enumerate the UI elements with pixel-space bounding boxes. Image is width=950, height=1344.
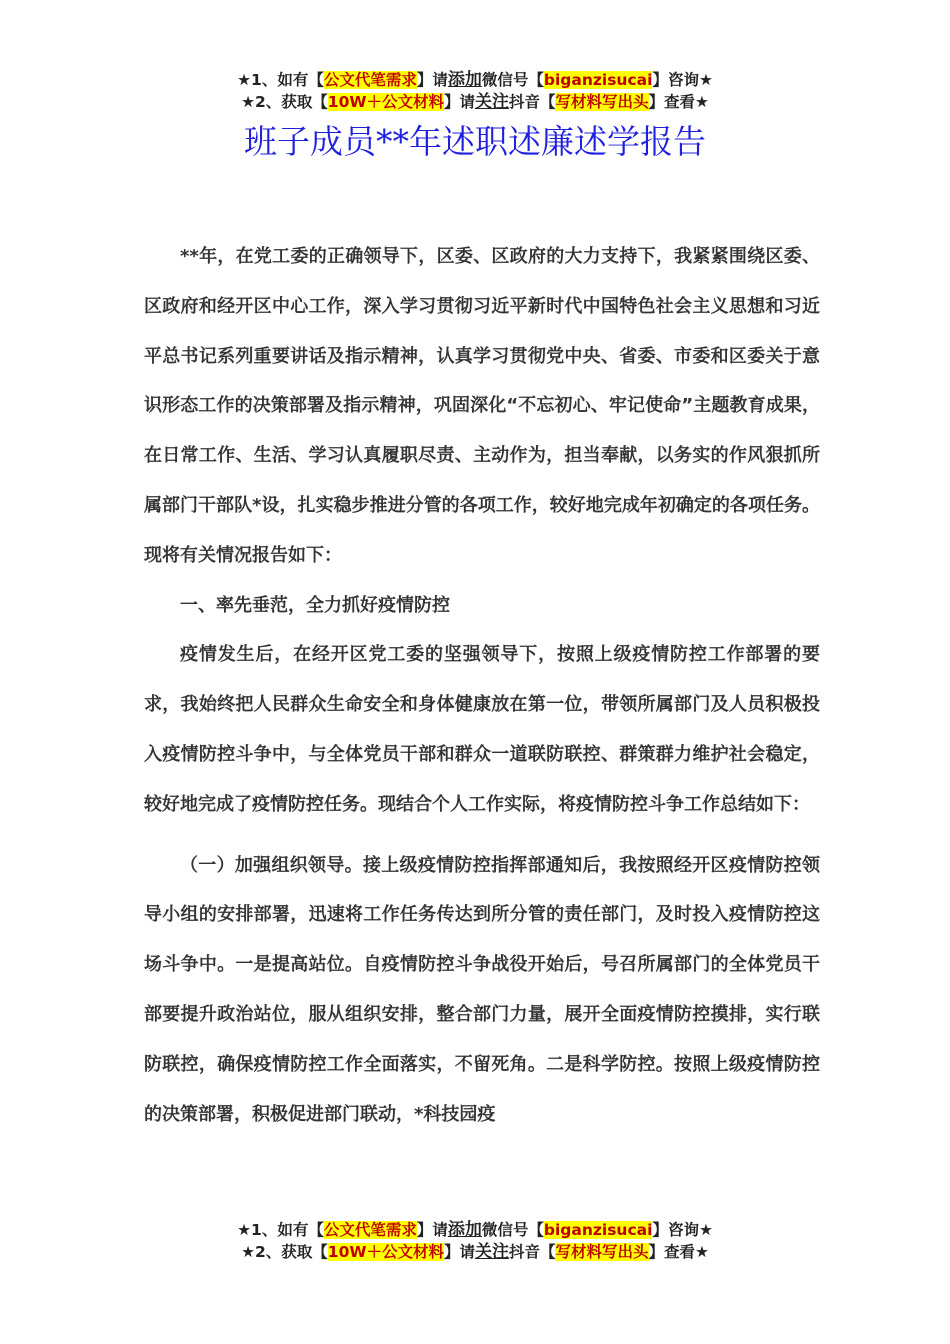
promo-text: 】请 — [416, 71, 448, 89]
promo-text: ★2、获取【 — [241, 93, 328, 111]
promo-highlight: 公文代笔需求 — [323, 71, 417, 89]
promo-text: 】咨询★ — [652, 71, 713, 89]
promo-highlight: 10W＋公文材料 — [327, 1243, 444, 1261]
section-heading: 一、率先垂范，全力抓好疫情防控 — [180, 594, 450, 616]
promo-highlight: 写材料写出头 — [555, 93, 649, 111]
promo-highlight: biganzisucai — [543, 71, 653, 89]
document-body — [144, 232, 820, 1139]
promo-text: 】请 — [443, 93, 475, 111]
document-title: 班子成员**年述职述廉述学报告 — [244, 122, 706, 161]
promo-underline: 关注 — [474, 92, 509, 112]
promo-text: 微信号【 — [481, 71, 544, 89]
promo-highlight: 公文代笔需求 — [323, 1221, 417, 1239]
body-paragraph: 疫情发生后，在经开区党工委的坚强领导下，按照上级疫情防控工作部署的要求，我始终把人民群众生命安全和身体健康放在第一位，带领所属部门及人员积极投入疫情防控斗争中，与全体党员干部和群众一道联防联控、群策群力维护社会稳定，较好地完成了疫情防控任务。现结合个人工作实际，将疫情防控斗争工作总结如下： — [144, 644, 820, 815]
promo-text: 】查看★ — [648, 1243, 709, 1261]
promo-highlight: 写材料写出头 — [555, 1243, 649, 1261]
promo-underline: 关注 — [474, 1242, 509, 1262]
promo-line-2 — [0, 1241, 950, 1263]
promo-text: 】咨询★ — [652, 1221, 713, 1239]
promo-text: 】请 — [416, 1221, 448, 1239]
promo-text: 微信号【 — [481, 1221, 544, 1239]
promo-text: ★1、如有【 — [237, 1221, 324, 1239]
promo-text: 抖音【 — [508, 1243, 556, 1261]
promo-highlight: 10W＋公文材料 — [327, 93, 444, 111]
promo-text: 抖音【 — [508, 93, 556, 111]
promo-text: 】查看★ — [648, 93, 709, 111]
promo-line-1 — [0, 1219, 950, 1241]
promo-underline: 添加 — [447, 70, 482, 90]
promo-line-2 — [0, 91, 950, 113]
promo-text: ★1、如有【 — [237, 71, 324, 89]
body-paragraph: **年，在党工委的正确领导下，区委、区政府的大力支持下，我紧紧围绕区委、区政府和经开区中心工作，深入学习贯彻习近平新时代中国特色社会主义思想和习近平总书记系列重要讲话及指示精神，认真学习贯彻党中央、省委、市委和区委关于意识形态工作的决策部署及指示精神，巩固深化“不忘初心、牢记使命”主题教育成果，在日常工作、生活、学习认真履职尽责、主动作为，担当奉献，以务实的作风狠抓所属部门干部队*设，扎实稳步推进分管的各项工作，较好地完成年初确定的各项任务。现将有关情况报告如下： — [144, 246, 820, 566]
promo-highlight: biganzisucai — [543, 1221, 653, 1239]
promo-line-1 — [0, 69, 950, 91]
promo-text: 】请 — [443, 1243, 475, 1261]
promo-text: ★2、获取【 — [241, 1243, 328, 1261]
paragraph-gap — [144, 830, 820, 841]
promo-banner-top — [0, 69, 950, 113]
promo-underline: 添加 — [447, 1220, 482, 1240]
body-paragraph: （一）加强组织领导。接上级疫情防控指挥部通知后，我按照经开区疫情防控领导小组的安排部署，迅速将工作任务传达到所分管的责任部门，及时投入疫情防控这场斗争中。一是提高站位。自疫情防控斗争战役开始后，号召所属部门的全体党员干部要提升政治站位，服从组织安排，整合部门力量，展开全面疫情防控摸排，实行联防联控，确保疫情防控工作全面落实，不留死角。二是科学防控。按照上级疫情防控的决策部署，积极促进部门联动，*科技园疫 — [144, 854, 820, 1125]
promo-banner-bottom — [0, 1219, 950, 1263]
